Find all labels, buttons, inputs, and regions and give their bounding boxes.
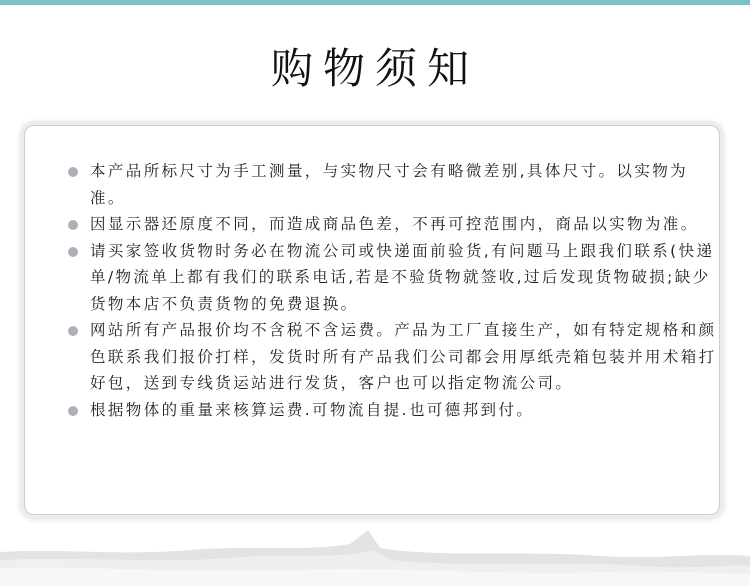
bottom-wave-decoration [0,530,750,586]
bullet-icon [68,247,78,257]
list-item [58,317,718,397]
list-item [58,397,718,424]
bullet-icon [68,406,78,416]
page-title: 购物须知 [270,44,479,93]
bullet-icon [68,220,78,230]
list-item [58,211,718,238]
list-item [58,238,718,318]
notice-text: 请买家签收货物时务必在物流公司或快递面前验货,有问题马上跟我们联系(快递单/物流单上都有我们的联系电话,若是不验货物就签收,过后发现货物破损;缺少货物本店不负责货物的免费退换。 [90,241,715,313]
notice-list [58,158,718,423]
notice-text: 根据物体的重量来核算运费.可物流自提.也可德邦到付。 [90,400,535,419]
list-item [58,158,718,211]
notice-text: 因显示器还原度不同，而造成商品色差，不再可控范围内，商品以实物为准。 [90,215,699,233]
notice-text: 网站所有产品报价均不含税不含运费。产品为工厂直接生产，如有特定规格和颜色联系我们报价打样，发货时所有产品我们公司都会用厚纸壳箱包装并用术箱打好包，送到专线货运站进行发货，客户也可以指定物流公司。 [90,321,717,392]
bullet-icon [68,167,78,177]
bullet-icon [68,326,78,336]
notice-text: 本产品所标尺寸为手工测量，与实物尺寸会有略微差别,具体尺寸。以实物为准。 [90,162,689,207]
top-accent-band [0,0,750,5]
